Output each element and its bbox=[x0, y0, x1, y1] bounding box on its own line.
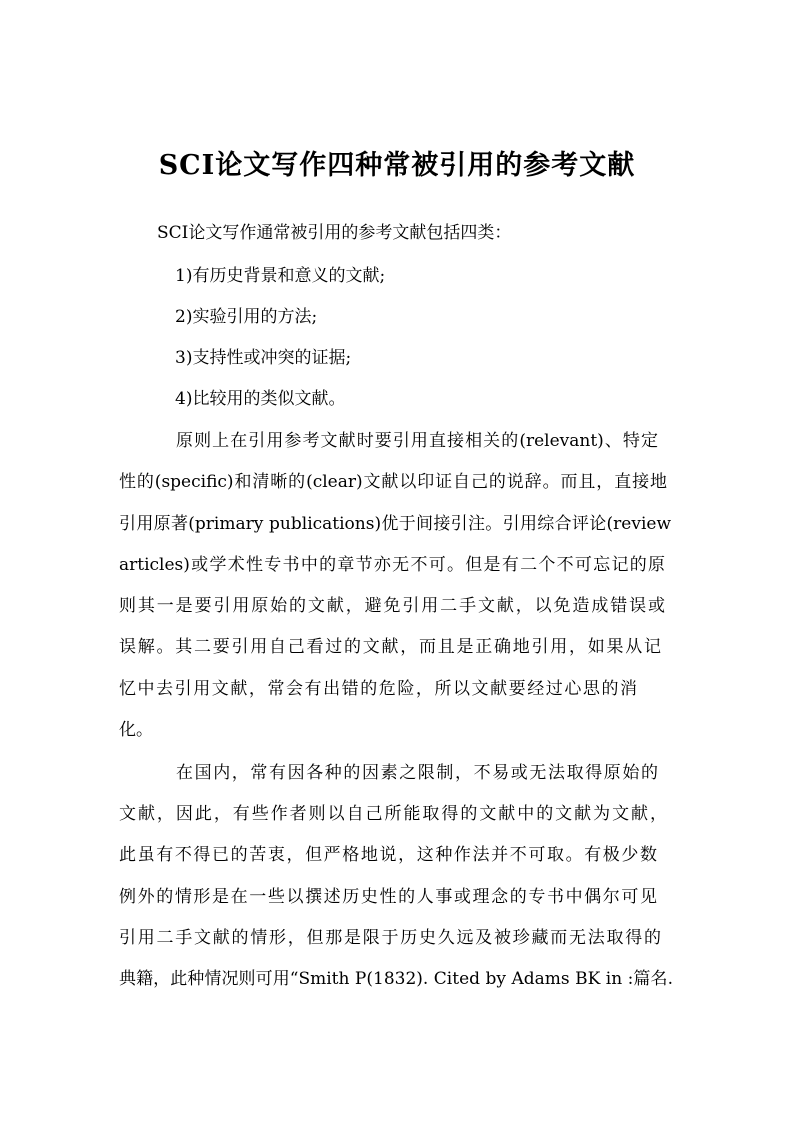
paragraph-line: 例外的情形是在一些以撰述历史性的人事或理念的专书中偶尔可见 bbox=[119, 887, 657, 907]
paragraph-line: 引用二手文献的情形，但那是限于历史久远及被珍藏而无法取得的 bbox=[119, 928, 661, 948]
intro-text: SCI论文写作通常被引用的参考文献包括四类： bbox=[157, 223, 512, 243]
list-item: 2)实验引用的方法; bbox=[175, 307, 318, 327]
paragraph-line: articles)或学术性专书中的章节亦无不可。但是有二个不可忘记的原 bbox=[119, 555, 665, 575]
list-item: 1)有历史背景和意义的文献; bbox=[175, 266, 386, 286]
paragraph-line: 引用原著(primary publications)优于间接引注。引用综合评论(review bbox=[119, 514, 671, 534]
paragraph-line: 化。 bbox=[119, 720, 153, 740]
paragraph-line: 误解。其二要引用自己看过的文献，而且是正确地引用，如果从记 bbox=[119, 637, 661, 657]
paragraph-line: 忆中去引用文献，常会有出错的危险，所以文献要经过心思的消 bbox=[119, 679, 637, 699]
paragraph-line: 性的(specific)和清晰的(clear)文献以印证自己的说辞。而且，直接地 bbox=[119, 472, 667, 492]
paragraph-line: 典籍，此种情况则可用“Smith P(1832). Cited by Adams BK in :篇名. bbox=[119, 969, 673, 989]
paragraph-line: 此虽有不得已的苦衷，但严格地说，这种作法并不可取。有极少数 bbox=[119, 845, 657, 865]
list-item: 4)比较用的类似文献。 bbox=[175, 389, 346, 409]
list-item: 3)支持性或冲突的证据; bbox=[175, 348, 352, 368]
document-title: SCI论文写作四种常被引用的参考文献 bbox=[158, 150, 636, 181]
paragraph-line: 在国内，常有因各种的因素之限制，不易或无法取得原始的 bbox=[176, 763, 658, 783]
paragraph-line: 文献，因此，有些作者则以自己所能取得的文献中的文献为文献， bbox=[119, 804, 667, 824]
paragraph-line: 则其一是要引用原始的文献，避免引用二手文献，以免造成错误或 bbox=[119, 596, 665, 616]
paragraph-line: 原则上在引用参考文献时要引用直接相关的(relevant)、特定 bbox=[176, 431, 658, 451]
